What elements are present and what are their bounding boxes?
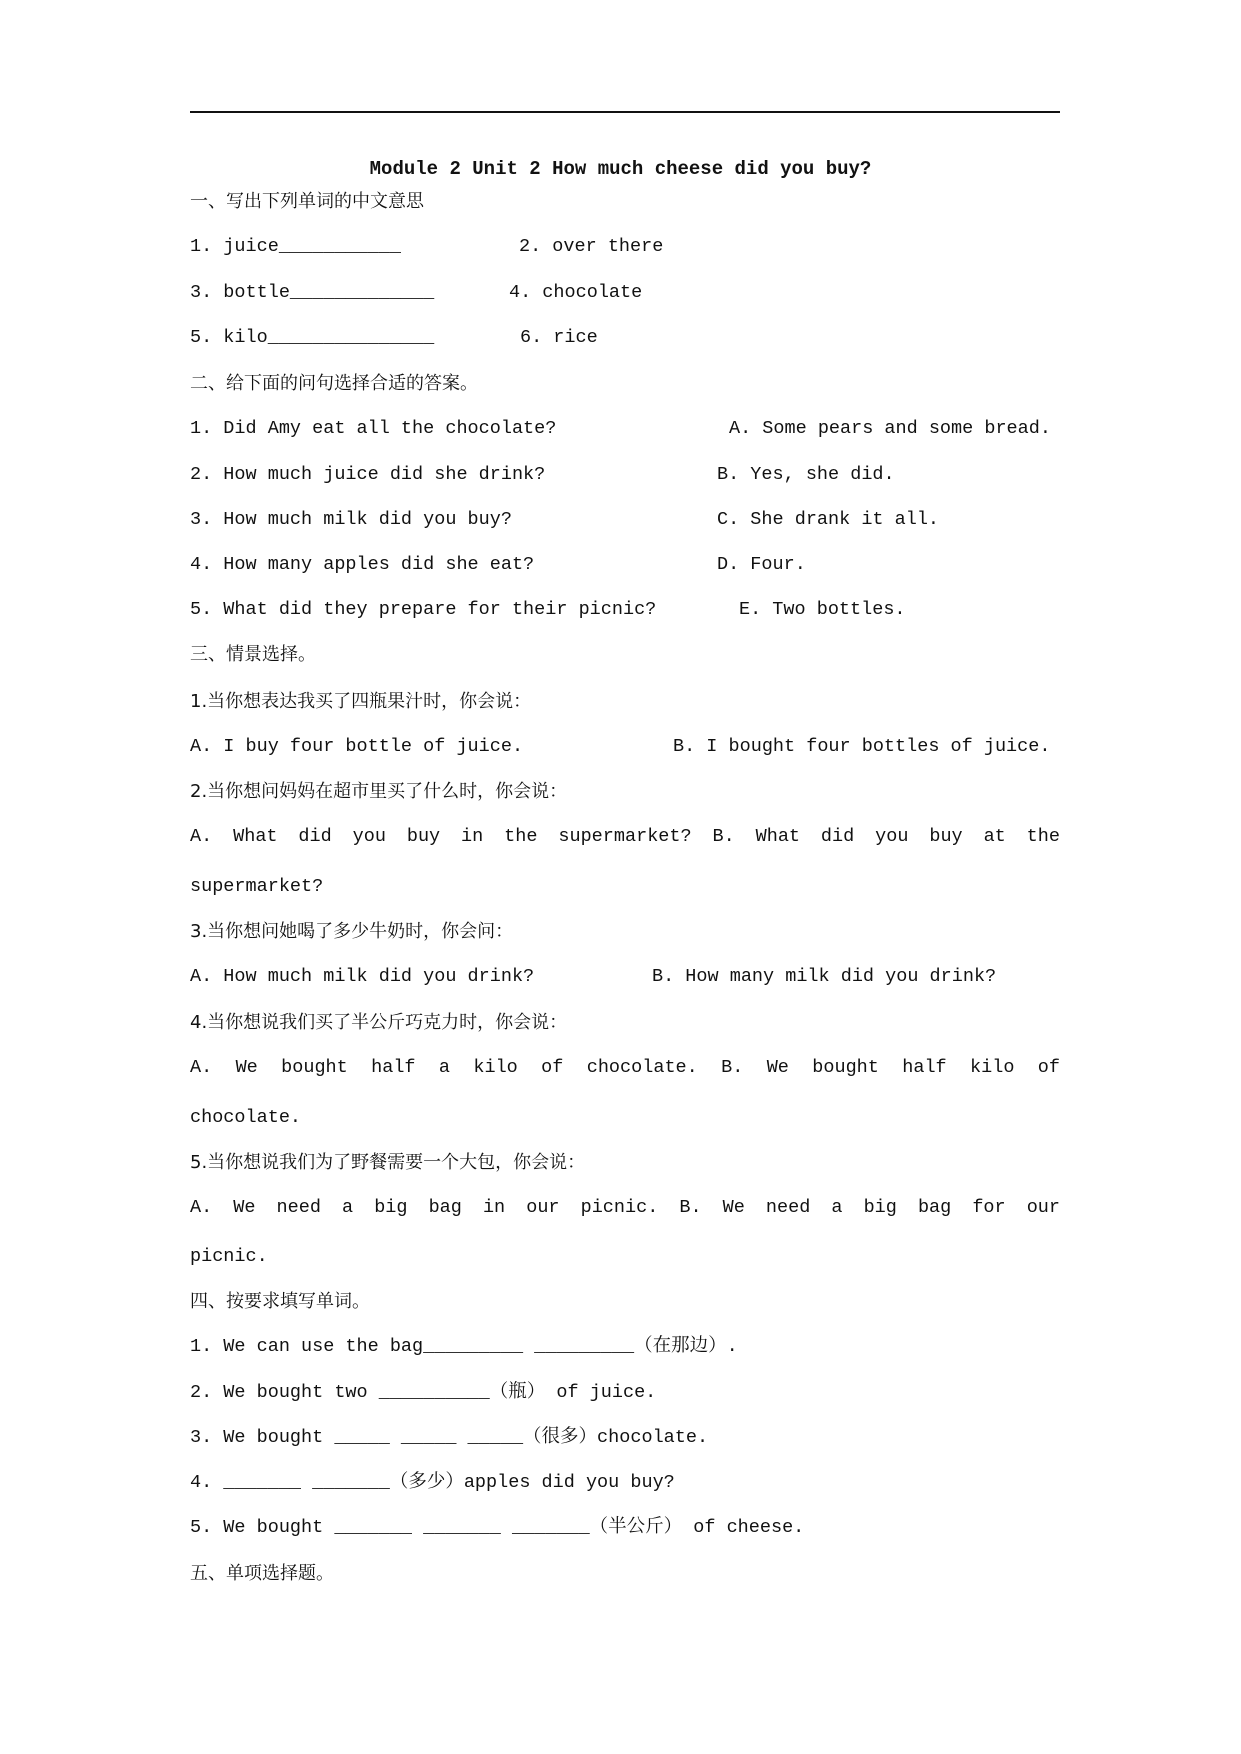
option-a: A. How much milk did you drink? — [190, 966, 535, 987]
options-line-continued: supermarket? — [190, 876, 324, 897]
options-line: A. What did you buy in the supermarket? B. What did you buy at the — [190, 826, 1060, 847]
match-question: 4. How many apples did she eat? — [190, 554, 535, 575]
options-line-continued: chocolate. — [190, 1107, 302, 1128]
section-5-heading: 五、单项选择题。 — [190, 1563, 334, 1584]
vocab-item: 1. juice___________ — [190, 236, 401, 257]
match-question: 2. How much juice did she drink? — [190, 464, 546, 485]
section-3-heading: 三、情景选择。 — [190, 644, 316, 665]
situation-prompt: 4.当你想说我们买了半公斤巧克力时，你会说： — [190, 1012, 568, 1033]
vocab-item: 2. over there — [519, 236, 664, 257]
page-title: Module 2 Unit 2 How much cheese did you buy? — [369, 158, 872, 180]
vocab-item: 6. rice — [520, 327, 598, 348]
match-answer: B. Yes, she did. — [717, 464, 895, 485]
option-a: A. I buy four bottle of juice. — [190, 736, 524, 757]
fill-in-item: 3. We bought _____ _____ _____（很多）chocolate. — [190, 1427, 709, 1448]
situation-prompt: 3.当你想问她喝了多少牛奶时，你会问： — [190, 921, 514, 942]
options-line: A. We need a big bag in our picnic. B. We need a big bag for our — [190, 1197, 1060, 1218]
option-b: B. How many milk did you drink? — [652, 966, 997, 987]
match-question: 5. What did they prepare for their picnic? — [190, 599, 657, 620]
fill-in-item: 4. _______ _______（多少）apples did you buy? — [190, 1472, 675, 1493]
option-b: B. I bought four bottles of juice. — [673, 736, 1051, 757]
vocab-item: 5. kilo_______________ — [190, 327, 435, 348]
vocab-item: 3. bottle_____________ — [190, 282, 435, 303]
match-question: 1. Did Amy eat all the chocolate? — [190, 418, 557, 439]
header-rule — [190, 111, 1060, 113]
match-answer: D. Four. — [717, 554, 806, 575]
match-answer: A. Some pears and some bread. — [729, 418, 1051, 439]
situation-prompt: 5.当你想说我们为了野餐需要一个大包，你会说： — [190, 1152, 586, 1173]
match-question: 3. How much milk did you buy? — [190, 509, 512, 530]
options-line: A. We bought half a kilo of chocolate. B. We bought half kilo of — [190, 1057, 1060, 1078]
fill-in-item: 5. We bought _______ _______ _______（半公斤） of cheese. — [190, 1517, 805, 1538]
options-line-continued: picnic. — [190, 1246, 268, 1267]
situation-prompt: 2.当你想问妈妈在超市里买了什么时，你会说： — [190, 781, 568, 802]
fill-in-item: 1. We can use the bag_________ _________（在那边）. — [190, 1336, 738, 1357]
match-answer: C. She drank it all. — [717, 509, 940, 530]
section-4-heading: 四、按要求填写单词。 — [190, 1291, 370, 1312]
situation-prompt: 1.当你想表达我买了四瓶果汁时，你会说： — [190, 691, 532, 712]
vocab-item: 4. chocolate — [509, 282, 643, 303]
section-2-heading: 二、给下面的问句选择合适的答案。 — [190, 373, 478, 394]
fill-in-item: 2. We bought two __________（瓶） of juice. — [190, 1382, 657, 1403]
section-1-heading: 一、写出下列单词的中文意思 — [190, 191, 424, 212]
match-answer: E. Two bottles. — [739, 599, 906, 620]
